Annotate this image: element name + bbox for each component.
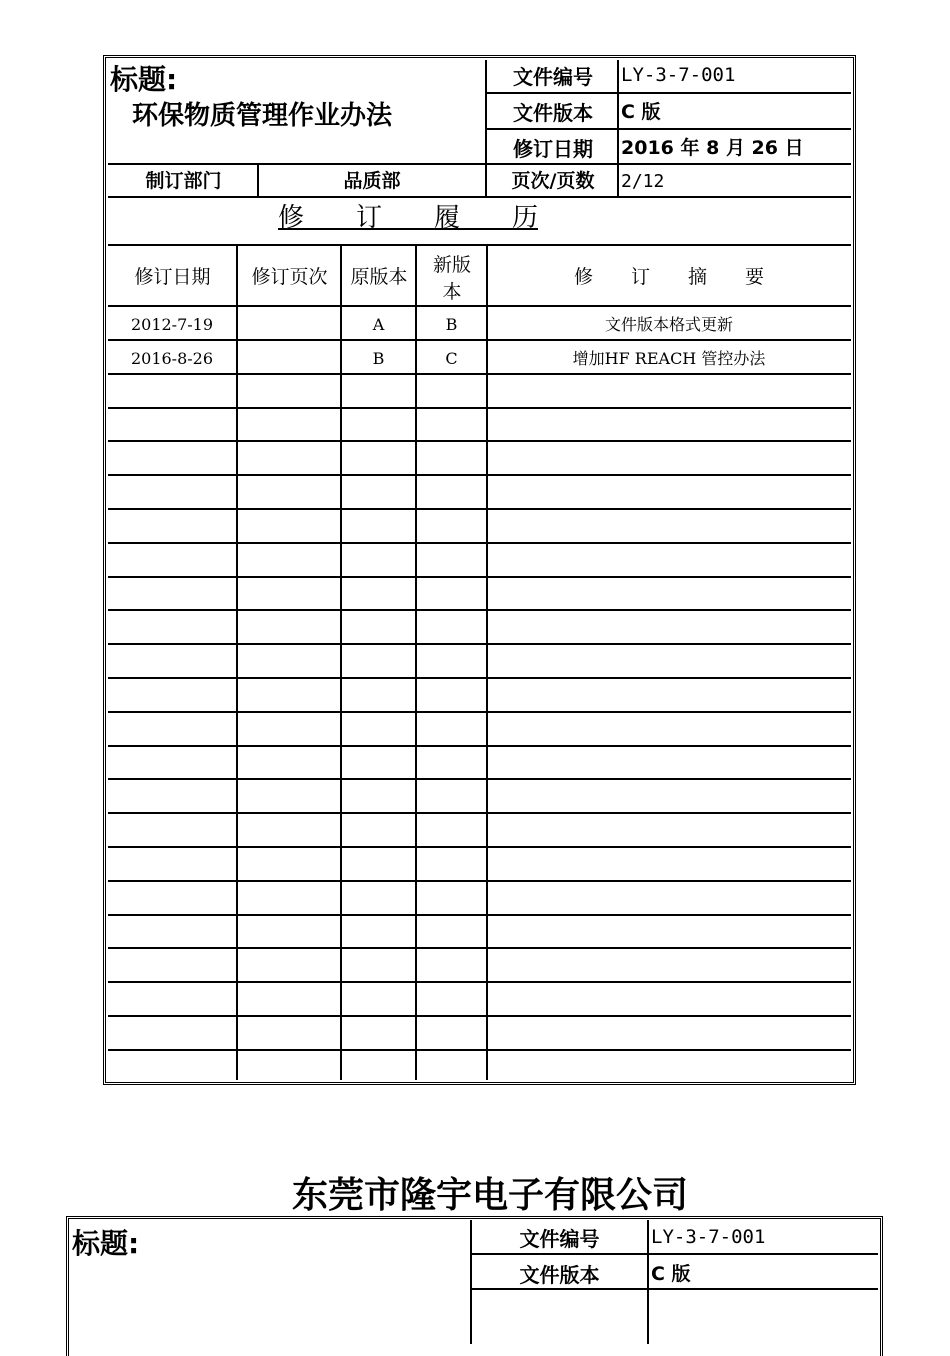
table-row-line — [108, 643, 851, 645]
rule — [108, 244, 851, 246]
table-row-line — [108, 812, 851, 814]
revision-history-title: 修 订 履 历 — [277, 203, 538, 233]
row-1-date: 2012-7-19 — [130, 315, 214, 334]
table-row-line — [108, 542, 851, 544]
row-1-summary: 文件版本格式更新 — [604, 315, 733, 334]
table-row-line — [108, 1049, 851, 1051]
company-name: 东莞市隆宇电子有限公司 — [291, 1175, 688, 1216]
table-column-divider — [340, 244, 342, 1080]
table-row-line — [108, 407, 851, 409]
document-title: 环保物质管理作业办法 — [132, 101, 393, 131]
rule — [470, 1253, 878, 1255]
revision-date-value: 2016 年 8 月 26 日 — [621, 137, 804, 159]
department-label: 制订部门 — [145, 170, 222, 192]
table-row-line — [108, 677, 851, 679]
rule — [470, 1288, 878, 1290]
rule — [486, 128, 851, 130]
table-row-line — [108, 880, 851, 882]
title-label: 标题: — [110, 63, 178, 96]
table-row-line — [108, 1015, 851, 1017]
next-doc-number-value: LY-3-7-001 — [651, 1226, 766, 1248]
rule — [108, 305, 851, 307]
table-column-divider — [486, 244, 488, 1080]
row-1-new-version: B — [445, 315, 458, 334]
row-2-new-version: C — [445, 349, 458, 368]
row-2-date: 2016-8-26 — [130, 349, 214, 368]
doc-version-value: C 版 — [621, 101, 661, 123]
table-row-line — [108, 508, 851, 510]
rule — [108, 163, 851, 165]
doc-number-value: LY-3-7-001 — [621, 64, 736, 86]
col-header-pages: 修订页次 — [251, 266, 328, 288]
table-column-divider — [236, 244, 238, 1080]
doc-number-label: 文件编号 — [513, 65, 593, 89]
revision-date-label: 修订日期 — [513, 137, 593, 161]
table-row-line — [108, 373, 851, 375]
table-row-line — [108, 711, 851, 713]
page-label: 页次/页数 — [511, 170, 595, 192]
table-row-line — [108, 339, 851, 341]
table-row-line — [108, 440, 851, 442]
table-row-line — [108, 981, 851, 983]
next-doc-version-label: 文件版本 — [519, 1263, 600, 1287]
table-row-line — [108, 609, 851, 611]
table-row-line — [108, 846, 851, 848]
doc-version-label: 文件版本 — [513, 101, 593, 125]
col-header-new-version: 新版本 — [432, 254, 471, 303]
rule — [486, 92, 851, 94]
department-value: 品质部 — [343, 170, 401, 192]
next-doc-version-value: C 版 — [651, 1263, 691, 1285]
table-row-line — [108, 745, 851, 747]
table-row-line — [108, 576, 851, 578]
rule — [647, 1220, 649, 1344]
table-row-line — [108, 947, 851, 949]
table-column-divider — [415, 244, 417, 1080]
rule — [485, 60, 487, 197]
table-row-line — [108, 778, 851, 780]
col-header-old-version: 原版本 — [350, 266, 408, 288]
row-2-summary: 增加HF REACH 管控办法 — [572, 349, 766, 368]
next-title-label: 标题: — [72, 1227, 140, 1260]
rule — [108, 196, 851, 198]
col-header-summary: 修 订 摘 要 — [573, 266, 764, 288]
row-2-old-version: B — [372, 349, 385, 368]
row-1-old-version: A — [372, 315, 385, 334]
table-row-line — [108, 474, 851, 476]
next-doc-number-label: 文件编号 — [519, 1227, 600, 1251]
table-row-line — [108, 914, 851, 916]
col-header-date: 修订日期 — [134, 266, 211, 288]
page-value: 2/12 — [621, 171, 665, 192]
